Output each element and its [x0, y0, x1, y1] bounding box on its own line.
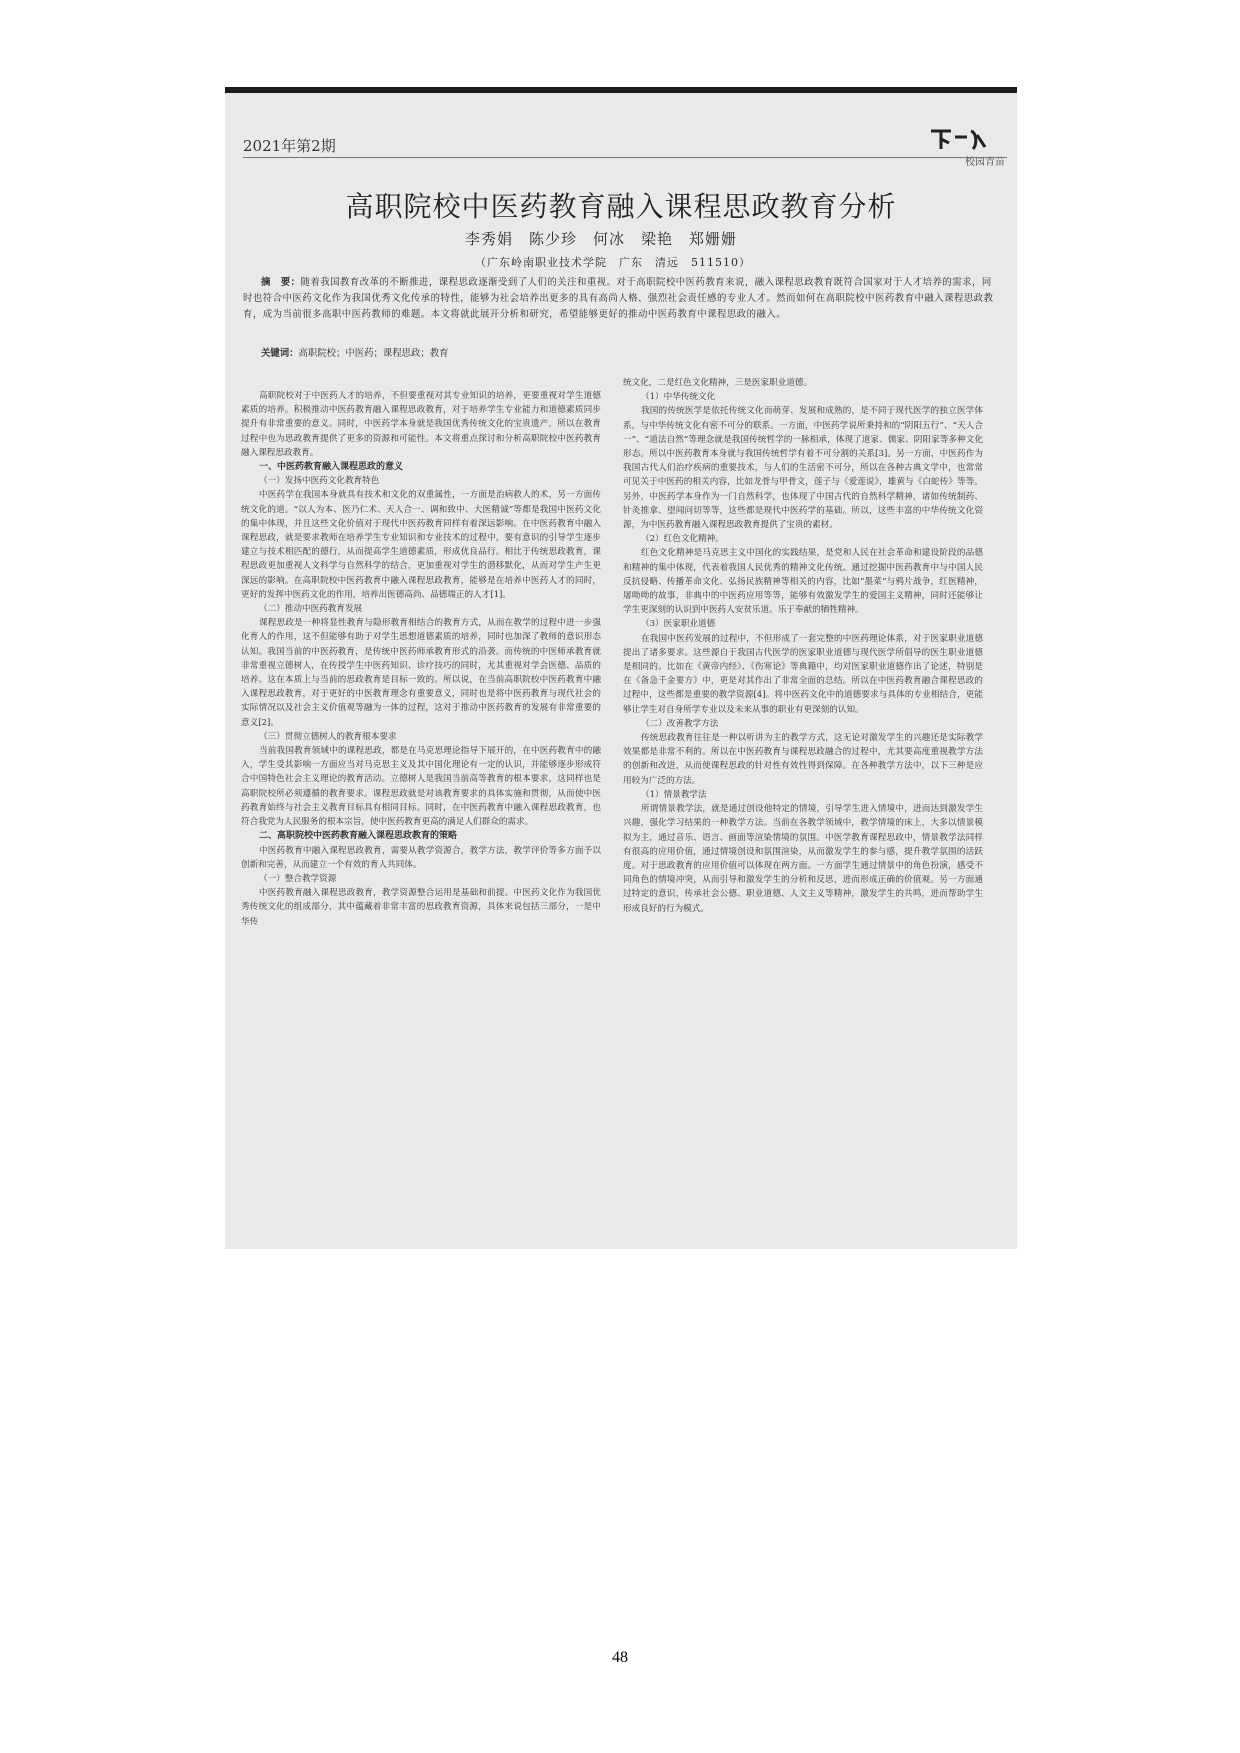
keywords-text: 高职院校；中医药；课程思政；教育	[298, 348, 449, 359]
article-affiliation: （广东岭南职业技术学院 广东 清远 511510）	[475, 256, 751, 269]
paragraph: 中医药教育中融入课程思政教育，需要从教学资源合，教学方法，教学评价等多方面予以创新和完善，从而建立一个有效的育人共同体。	[241, 845, 601, 870]
issue-label: 2021年第2期	[243, 137, 336, 155]
paragraph: 在我国中医药发展的过程中，不但形成了一套完整的中医药理论体系，对于医家职业道德提出了诸多要求。这些源自于我国古代医学的医家职业道德与现代医学所倡导的医生职业道德是相同的。比如在《黄帝内经》、《伤寒论》等典籍中，均对医家职业道德作出了论述，特别是在《备急千金要方》中，更是对其作出了非常全面的总结。所以在中医药教育融合课程思政的过程中，这些都是重要的教学资源[4]。将中医药文化中的道德要求与具体的专业相结合，更能够让学生对自身所学专业以及未来从事的职业有更深刻的认知。	[623, 633, 983, 715]
paragraph: 传统思政教育往往是一种以听讲为主的教学方式，这无论对激发学生的兴趣还是实际教学效果都是非常不利的。所以在中医药教育与课程思政融合的过程中，尤其要高度重视教学方法的创新和改进，从而使课程思政的针对性有效性得到保障。在各种教学方法中，以下三种是应用较为广泛的方法。	[623, 733, 983, 786]
abstract-label: 摘 要：	[261, 277, 301, 288]
subsection-heading: （3）医家职业道德	[641, 619, 716, 630]
journal-logo-icon	[927, 125, 987, 153]
keywords	[261, 345, 449, 359]
section-heading: 二、高职院校中医药教育融入课程思政教育的策略	[259, 831, 458, 842]
article-authors: 李秀娟 陈少珍 何冰 梁艳 郑姗姗	[465, 230, 738, 248]
subsection-heading: （一）发扬中医药文化教育特色	[259, 476, 380, 487]
paragraph: 中医药学在我国本身就具有技术和文化的双重属性，一方面是治病救人的术，另一方面传统文化的道。“以人为本、医乃仁术、天人合一、调和致中、大医精诚”等都是我国中医药文化的集中体现，并且这些文化价值对于现代中医药教育同样有着深远影响。在中医药教育中融入课程思政，就是要求教师在培养学生专业知识和专业技术的过程中，要有意识的引导学生逐步建立与技术相匹配的德行，从而提高学生道德素质，形成优良品行。相比于传统思政教育，课程思政更加重视人文科学与自然科学的结合，更加重视对学生的潜移默化，从而对学生产生更深远的影响。在高职院校中医药教育中融入课程思政教育，能够是在培养中医药人才的同时，更好的发挥中医药文化的作用，培养出医德高尚、品德端正的人才[1]。	[241, 490, 601, 600]
page-number: 48	[612, 1649, 628, 1666]
section-label: 校园青苗	[965, 157, 1005, 168]
left-column	[241, 389, 601, 929]
paragraph: 高职院校对于中医药人才的培养，不但要重视对其专业知识的培养，更要重视对学生道德素质的培养。积极推动中医药教育融入课程思政教育，对于培养学生专业能力和道德素质同步提升有非常重要的意义。同时，中医药学本身就是我国优秀传统文化的宝贵遗产，所以在教育过程中也为思政教育提供了更多的资源和可能性。本文将重点探讨和分析高职院校中医药教育融入课程思政教育。	[241, 391, 601, 458]
abstract	[243, 275, 998, 323]
scanned-page	[225, 87, 1017, 1249]
subsection-heading: （三）贯彻立德树人的教育根本要求	[259, 731, 397, 742]
paragraph: 当前我国教育领域中的课程思政，都是在马克思理论指导下展开的，在中医药教育中的融入，学生受其影响一方面应当对马克思主义及其中国化理论有一定的认识，并能够逐步形成符合中国特色社会主义理论的教育活动。立德树人是我国当前高等教育的根本要求，这同样也是高职院校所必须遵循的教育要求。课程思政就是对该教育要求的具体实施和贯彻，从而使中医药教育始终与社会主义教育目标具有相同目标。同时，在中医药教育中融入课程思政教育，也符合我党为人民服务的根本宗旨，使中医药教育更高的满足人们群众的需求。	[241, 746, 601, 828]
paragraph: 统文化，二是红色文化精神，三是医家职业道德。	[623, 378, 813, 388]
subsection-heading: （二）改善教学方法	[641, 718, 719, 729]
subsection-heading: （1）情景教学法	[641, 789, 707, 800]
paragraph: 中医药教育融入课程思政教育，教学资源整合运用是基础和前提。中医药文化作为我国优秀传统文化的组成部分，其中蕴藏着非常丰富的思政教育资源，具体来说包括三部分，一是中华传	[241, 888, 601, 927]
header-rule	[243, 157, 1007, 158]
keywords-label: 关键词：	[261, 348, 299, 359]
section-heading: 一、中医药教育融入课程思政的意义	[259, 462, 404, 473]
subsection-heading: （一）整合教学资源	[259, 873, 337, 884]
paragraph: 我国的传统医学是依托传统文化而萌芽、发展和成熟的，是不同于现代医学的独立医学体系，与中华传统文化有密不可分的联系。一方面，中医药学说所秉持和的“阴阳五行”、“天人合一”、“道法自然”等理念就是我国传统哲学的一脉相承，体现了道家、儒家、阴阳家等多种文化形态。所以中医药教育本身就与我国传统哲学有着不可分割的关系[3]。另一方面，中医药作为我国古代人们治疗疾病的重要技术，与人们的生活密不可分，所以在各种古典文学中，也常常可见关于中医药的相关内容，比如龙骨与甲骨文，莲子与《爱莲说》，雄黄与《白蛇传》等等。另外，中医药学本身作为一门自然科学，也体现了中国古代的自然科学精神，诸如传统制药、针灸推拿、望闻问切等等，这些都是现代中医药学的基础。所以，这些丰富的中华传统文化资源，为中医药教育融入课程思政教育提供了宝贵的素材。	[623, 406, 983, 531]
subsection-heading: （2）红色文化精神。	[641, 534, 724, 545]
paragraph: 红色文化精神是马克思主义中国化的实践结果，是党和人民在社会革命和建设阶段的品德和精神的集中体现，代表着我国人民优秀的精神文化传统。通过挖掘中医药教育中与中国人民反抗侵略、传播革命文化、弘扬民族精神等相关的内容，比如“墨菜”与鸦片战争，红医精神，屠呦呦的故事，非典中的中医药应用等等，能够有效激发学生的爱国主义精神，同时还能够让学生更深刻的认识到中医药人安贫乐道、乐于奉献的牺牲精神。	[623, 548, 983, 616]
right-column	[623, 376, 983, 916]
paragraph: 所谓情景教学法，就是通过创设他特定的情境，引导学生进入情境中，进而达到激发学生兴趣，强化学习结果的一种教学方法。当前在各教学领域中，教学情境的床上，大多以情景模拟为主，通过音乐、语言、画面等渲染情境的氛围。中医学教育课程思政中，情景教学法同样有很高的应用价值，通过情境创设和氛围渲染，从而激发学生的参与感，提升教学氛围的活跃度。对于思政教育的应用价值可以体现在两方面。一方面学生通过情景中的角色扮演，感受不同角色的情境冲突，从而引导和激发学生的分析和反思，进而形成正确的价值观。另一方面通过特定的意识，传承社会公德、职业道德、人文主义等精神，激发学生的共鸣，进而帮助学生形成良好的行为模式。	[623, 804, 983, 914]
subsection-heading: （1）中华传统文化	[641, 392, 716, 403]
subsection-heading: （二）推动中医药教育发展	[259, 604, 363, 615]
article-title: 高职院校中医药教育融入课程思政教育分析	[345, 190, 897, 223]
abstract-text: 随着我国教育改革的不断推进，课程思政逐渐受到了人们的关注和重视。对于高职院校中医药教育来说，融入课程思政教育既符合国家对于人才培养的需求，同时也符合中医药文化作为我国优秀文化传承的特性，能够为社会培养出更多的具有高尚人格、强烈社会责任感的专业人才。然而如何在高职院校中医药教育中融入课程思政教育，成为当前很多高职中医药教师的难题。本文将就此展开分析和研究，希望能够更好的推动中医药教育中课程思政的融入。	[243, 277, 994, 320]
paragraph: 课程思政是一种将显性教育与隐形教育相结合的教育方式，从而在教学的过程中进一步强化育人的作用，这不但能够有助于对学生思想道德素质的培养，同时也加深了教师的意识形态认知。我国当前的中医药教育，是传统中医药师承教育形式的沿袭。而传统的中医师承教育就非常重视立德树人，在传授学生中医药知识、诊疗技巧的同时，尤其重视对学会医德、品质的培养。这在本质上与当前的思政教育是目标一致的。所以说，在当前高职院校中医药教育中融入课程思政教育，对于更好的中医教育理念有重要意义，同时也是将中医药教育与现代社会的实际情况以及社会主义价值观等融为一体的过程，这对于推动中医药教育的发展有非常重要的意义[2]。	[241, 618, 601, 728]
